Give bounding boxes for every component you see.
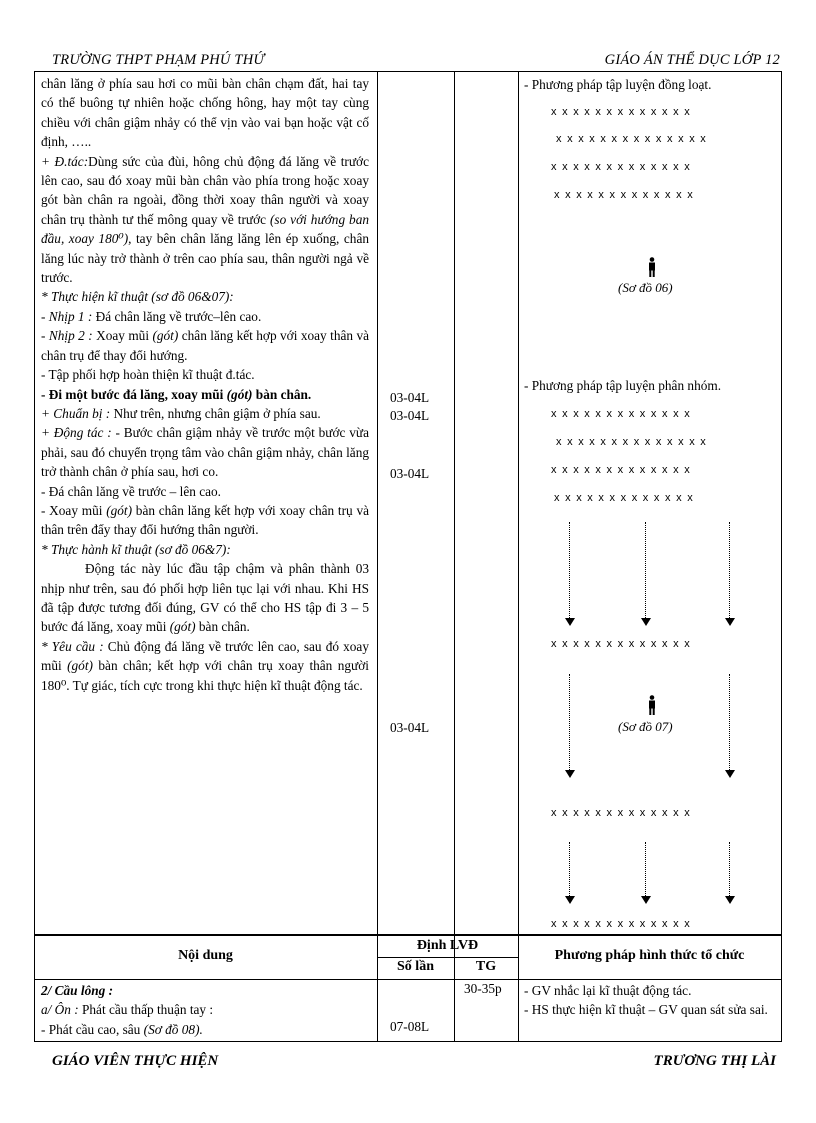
figure-label-07: (Sơ đồ 07) <box>618 719 673 734</box>
method-text-1: - Phương pháp tập luyện đồng loạt. <box>524 77 712 92</box>
formation-row: xxxxxxxxxxxxx <box>551 161 696 173</box>
formation-row: xxxxxxxxxxxxx <box>551 918 696 930</box>
down-arrow-icon <box>565 522 575 626</box>
teacher-icon <box>647 257 657 277</box>
figure-label-06: (Sơ đồ 06) <box>618 280 673 295</box>
down-arrow-icon <box>641 842 651 904</box>
header-left: TRƯỜNG THPT PHẠM PHÚ THỨ <box>52 52 265 68</box>
formation-row: xxxxxxxxxxxxx <box>554 189 699 201</box>
col-header-content: Nội dung <box>178 948 233 963</box>
footer-left: GIÁO VIÊN THỰC HIỆN <box>52 1053 219 1069</box>
section2-text: 2/ Cầu lông : a/ Ôn : Phát cầu thấp thuận tay : - Phát cầu cao, sâu (Sơ đồ 08). <box>41 983 214 1037</box>
method-text-2: - Phương pháp tập luyện phân nhóm. <box>524 378 722 393</box>
down-arrow-icon <box>725 522 735 626</box>
formation-row: xxxxxxxxxxxxx <box>551 807 696 819</box>
col-header-count: Số lần <box>397 959 434 974</box>
section2-count: 07-08L <box>390 1019 430 1034</box>
count-b: 03-04L <box>390 408 430 423</box>
formation-row: xxxxxxxxxxxxxx <box>556 133 712 145</box>
section2-time: 30-35p <box>464 981 502 996</box>
down-arrow-icon <box>725 674 735 778</box>
down-arrow-icon <box>565 674 575 778</box>
formation-row: xxxxxxxxxxxxxx <box>556 436 712 448</box>
content-text: chân lăng ở phía sau hơi co mũi bàn chân chạm đất, hai tay có thể buông tự nhiên hoặc chống hông, hay một tay cùng chiều với chân giậm nhảy có thể vịn vào vai bạn hoặc vật cố định, ….. + Đ.tác:Dùng sức của đùi, hông chủ động đá lăng về trước lên cao, sau đó xoay mũi bàn chân vào phía trong hoặc xoay gót bàn chân ra ngoài, đồng thời xoay thân người và xoay chân trụ thành tư thế mông quay về trước (so với hướng ban đầu, xoay 180⁰), tay bên chân lăng lăng lên ép xuống, chân lăng lúc này trở thành ở trên cao phía sau, thân người ngả về trước. * Thực hiện kĩ thuật (sơ đồ 06&07): - Nhịp 1 : Đá chân lăng về trước–lên cao. - Nhịp 2 : Xoay mũi (gót) chân lăng kết hợp với xoay thân và chân trụ để thay đổi hướng. - Tập phối hợp hoàn thiện kĩ thuật đ.tác. - Đi một bước đá lăng, xoay mũi (gót) bàn chân. + Chuẩn bị : Như trên, nhưng chân giậm ở phía sau. + Động tác : - Bước chân giậm nhảy về trước một bước vừa phải, sau đó chuyển trọng tâm vào chân giậm nhảy, chân lăng trở thành chân ở phía sau, hơi co. - Đá chân lăng về trước – lên cao. - Xoay mũi (gót) bàn chân lăng kết hợp với xoay chân trụ và thân trên đẩy thay đổi hướng thân người. * Thực hành kĩ thuật (sơ đồ 06&7): Động tác này lúc đầu tập chậm và phân thành 03 nhịp như trên, sau đó phối hợp liên tục lại với nhau. Khi HS đã tập được tương đối đúng, GV có thể cho HS tập đi 3 – 5 bước đá lăng, xoay mũi (gót) bàn chân. * Yêu cầu : Chủ động đá lăng về trước lên cao, sau đó xoay mũi (gót) bàn chân; kết hợp với chân trụ xoay thân người 180⁰. Tự giác, tích cực trong khi thực hiện kĩ thuật động tác. <box>41 76 369 693</box>
col-header-method: Phương pháp hình thức tổ chức <box>554 948 745 963</box>
footer-right: TRƯƠNG THỊ LÀI <box>653 1053 776 1069</box>
down-arrow-icon <box>641 522 651 626</box>
col-header-time: TG <box>475 959 497 974</box>
header-right: GIÁO ÁN THỂ DỤC LỚP 12 <box>604 52 780 68</box>
formation-row: xxxxxxxxxxxxx <box>551 408 696 420</box>
section2-method: - GV nhắc lại kĩ thuật động tác. - HS thực hiện kĩ thuật – GV quan sát sửa sai. <box>524 983 768 1018</box>
count-c: 03-04L <box>390 466 430 481</box>
formation-row: xxxxxxxxxxxxx <box>551 638 696 650</box>
formation-row: xxxxxxxxxxxxx <box>551 464 696 476</box>
down-arrow-icon <box>725 842 735 904</box>
teacher-icon <box>647 695 657 715</box>
col-header-lvd: Định LVĐ <box>416 938 479 953</box>
down-arrow-icon <box>565 842 575 904</box>
lesson-table <box>34 72 782 1042</box>
count-d: 03-04L <box>390 720 430 735</box>
formation-row: xxxxxxxxxxxxx <box>554 492 699 504</box>
formation-row: xxxxxxxxxxxxx <box>551 106 696 118</box>
count-a: 03-04L <box>390 390 430 405</box>
